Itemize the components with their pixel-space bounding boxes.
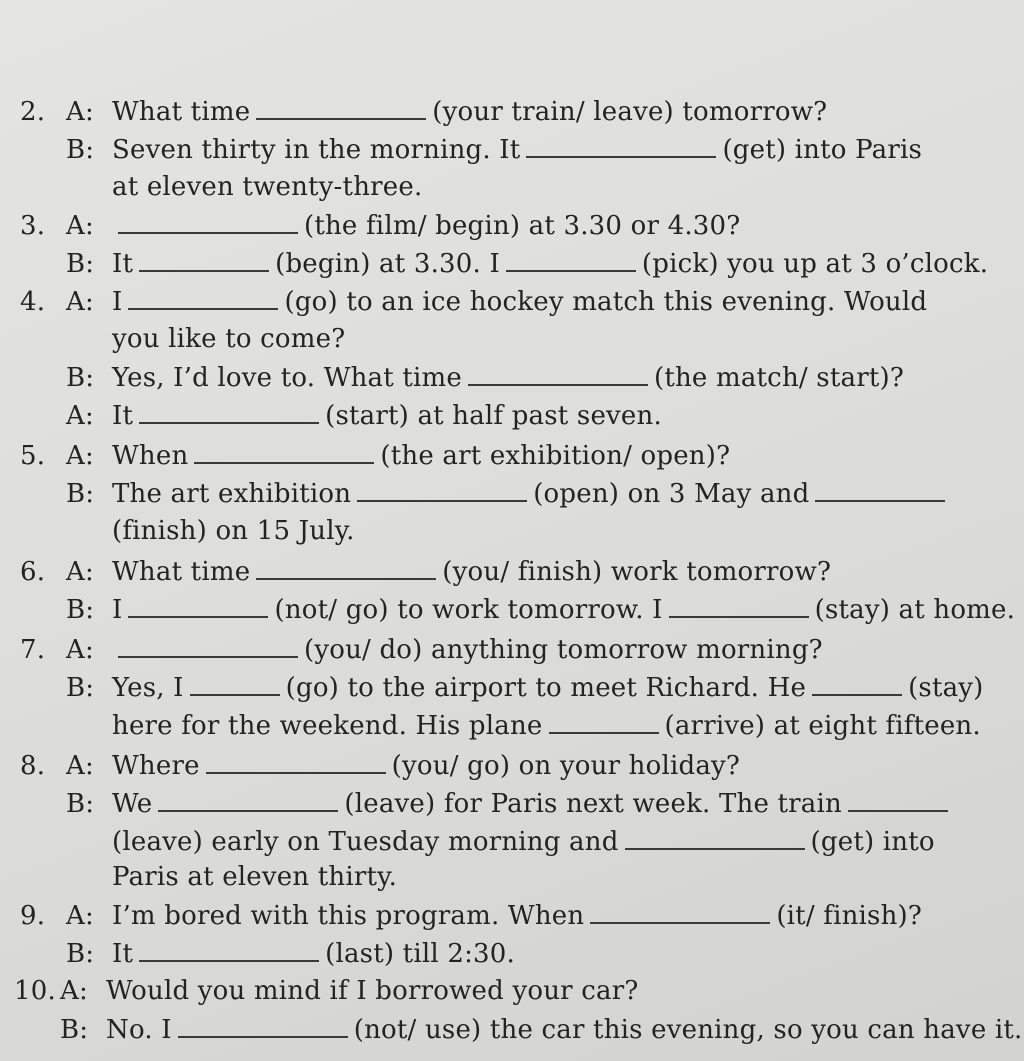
speaker-label: B: <box>66 789 95 819</box>
answer-blank[interactable] <box>468 362 648 386</box>
text-segment: you like to come? <box>112 324 346 354</box>
speaker-label: B: <box>66 595 95 625</box>
answer-blank[interactable] <box>506 248 636 272</box>
text-segment: here for the weekend. His plane <box>112 711 543 741</box>
exercise-4-line-d <box>20 400 662 431</box>
exercise-number: 3. <box>20 211 46 241</box>
text-segment: (not/ go) to work tomorrow. I <box>274 595 663 625</box>
exercise-5-line-c <box>20 516 355 546</box>
exercise-8-line-d <box>20 862 397 892</box>
text-segment: (get) into Paris <box>722 135 923 165</box>
answer-blank[interactable] <box>669 594 809 618</box>
exercise-5-line-a <box>20 440 730 471</box>
exercise-number: 7. <box>20 635 46 665</box>
text-segment: (get) into <box>810 827 935 857</box>
exercise-6-line-a <box>20 556 831 587</box>
text-segment: (arrive) at eight fifteen. <box>664 711 981 741</box>
text-segment: Yes, I <box>112 673 184 703</box>
answer-blank[interactable] <box>256 556 436 580</box>
exercise-10-line-a <box>14 976 638 1006</box>
speaker-label: A: <box>66 635 94 665</box>
exercise-2-line-b <box>20 134 922 165</box>
exercise-10-line-b <box>14 1014 1023 1045</box>
answer-blank[interactable] <box>357 478 527 502</box>
answer-blank[interactable] <box>812 672 902 696</box>
exercise-9-line-b <box>20 938 515 969</box>
text-segment: We <box>112 789 153 819</box>
answer-blank[interactable] <box>128 286 278 310</box>
text-segment: (you/ go) on your holiday? <box>391 751 741 781</box>
text-segment: (your train/ leave) tomorrow? <box>432 97 828 127</box>
text-segment: What time <box>112 97 251 127</box>
text-segment: (leave) early on Tuesday morning and <box>112 827 619 857</box>
speaker-label: B: <box>60 1015 89 1045</box>
answer-blank[interactable] <box>158 788 338 812</box>
speaker-label: B: <box>66 479 95 509</box>
text-segment: (begin) at 3.30. I <box>275 249 500 279</box>
speaker-label: B: <box>66 249 95 279</box>
exercise-5-line-b <box>20 478 951 509</box>
answer-blank[interactable] <box>139 400 319 424</box>
text-segment: at eleven twenty-three. <box>112 172 423 202</box>
text-segment: (stay) at home. <box>814 595 1016 625</box>
answer-blank[interactable] <box>194 440 374 464</box>
text-segment: (stay) <box>908 673 984 703</box>
answer-blank[interactable] <box>178 1014 348 1038</box>
answer-blank[interactable] <box>625 826 805 850</box>
answer-blank[interactable] <box>139 248 269 272</box>
exercise-number: 8. <box>20 751 46 781</box>
exercise-9-line-a <box>20 900 922 931</box>
text-segment: (leave) for Paris next week. The train <box>344 789 842 819</box>
speaker-label: B: <box>66 135 95 165</box>
answer-blank[interactable] <box>590 900 770 924</box>
exercise-2-line-a <box>20 96 827 127</box>
text-segment: Seven thirty in the morning. It <box>112 135 521 165</box>
text-segment: It <box>112 939 134 969</box>
text-segment: (go) to the airport to meet Richard. He <box>285 673 807 703</box>
exercise-number: 6. <box>20 557 46 587</box>
exercise-4-line-b <box>20 324 345 354</box>
answer-blank[interactable] <box>118 210 298 234</box>
text-segment: It <box>112 249 134 279</box>
speaker-label: A: <box>66 401 94 431</box>
text-segment: I <box>112 595 123 625</box>
speaker-label: A: <box>60 976 88 1006</box>
exercise-7-line-b <box>20 672 984 703</box>
text-segment: (the art exhibition/ open)? <box>380 441 731 471</box>
exercise-number: 2. <box>20 97 46 127</box>
answer-blank[interactable] <box>139 938 319 962</box>
text-segment: (you/ finish) work tomorrow? <box>442 557 832 587</box>
exercise-6-line-b <box>20 594 1015 625</box>
text-segment: No. I <box>106 1015 172 1045</box>
text-segment: (the film/ begin) at 3.30 or 4.30? <box>304 211 741 241</box>
exercise-8-line-b <box>20 788 954 819</box>
speaker-label: A: <box>66 751 94 781</box>
answer-blank[interactable] <box>526 134 716 158</box>
answer-blank[interactable] <box>549 710 659 734</box>
speaker-label: B: <box>66 673 95 703</box>
speaker-label: A: <box>66 901 94 931</box>
speaker-label: B: <box>66 363 95 393</box>
speaker-label: A: <box>66 211 94 241</box>
text-segment: (not/ use) the car this evening, so you can have it. <box>353 1015 1023 1045</box>
text-segment: (the match/ start)? <box>653 363 904 393</box>
speaker-label: A: <box>66 557 94 587</box>
exercise-number: 9. <box>20 901 46 931</box>
exercise-number: 5. <box>20 441 46 471</box>
text-segment: Yes, I’d love to. What time <box>112 363 462 393</box>
exercise-4-line-c <box>20 362 904 393</box>
answer-blank[interactable] <box>256 96 426 120</box>
exercise-8-line-c <box>20 826 935 857</box>
text-segment: (start) at half past seven. <box>325 401 662 431</box>
exercise-7-line-c <box>20 710 981 741</box>
exercise-number: 10. <box>14 976 56 1006</box>
text-segment: Where <box>112 751 200 781</box>
text-segment: (it/ finish)? <box>776 901 923 931</box>
text-segment: What time <box>112 557 251 587</box>
answer-blank[interactable] <box>128 594 268 618</box>
text-segment: (pick) you up at 3 o’clock. <box>641 249 989 279</box>
answer-blank[interactable] <box>190 672 280 696</box>
exercise-7-line-a <box>20 634 823 665</box>
text-segment: (finish) on 15 July. <box>112 516 355 546</box>
text-segment: Would you mind if I borrowed your car? <box>106 976 639 1006</box>
text-segment: It <box>112 401 134 431</box>
exercise-3-line-b <box>20 248 988 279</box>
answer-blank[interactable] <box>815 478 945 502</box>
speaker-label: B: <box>66 939 95 969</box>
text-segment: (last) till 2:30. <box>325 939 515 969</box>
text-segment: (open) on 3 May and <box>533 479 810 509</box>
answer-blank[interactable] <box>118 634 298 658</box>
answer-blank[interactable] <box>848 788 948 812</box>
speaker-label: A: <box>66 97 94 127</box>
exercise-number: 4. <box>20 287 46 317</box>
text-segment: Paris at eleven thirty. <box>112 862 398 892</box>
text-segment: I’m bored with this program. When <box>112 901 585 931</box>
exercise-2-line-c <box>20 172 422 202</box>
text-segment: (go) to an ice hockey match this evening. Would <box>284 287 928 317</box>
speaker-label: A: <box>66 287 94 317</box>
exercise-8-line-a <box>20 750 740 781</box>
text-segment: I <box>112 287 123 317</box>
exercise-4-line-a <box>20 286 927 317</box>
text-segment: When <box>112 441 189 471</box>
answer-blank[interactable] <box>206 750 386 774</box>
speaker-label: A: <box>66 441 94 471</box>
text-segment: (you/ do) anything tomorrow morning? <box>304 635 823 665</box>
exercise-3-line-a <box>20 210 740 241</box>
text-segment: The art exhibition <box>112 479 352 509</box>
